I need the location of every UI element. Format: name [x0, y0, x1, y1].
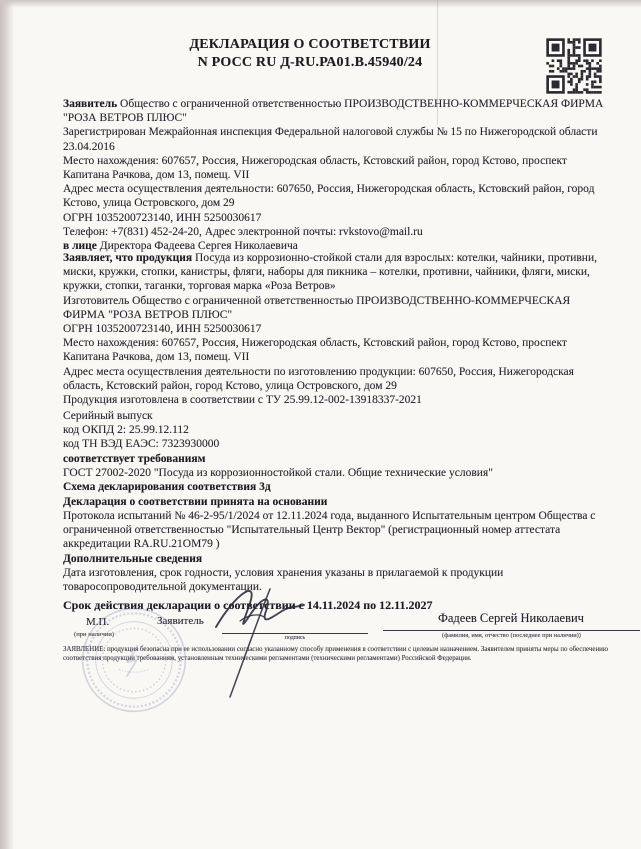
manufacturer-line: Изготовитель Общество с ограниченной ответственностью ПРОИЗВОДСТВЕННО-КОММЕРЧЕСКАЯ ФИРМА "РОЗА ВЕТРОВ ПЛЮС": [63, 294, 571, 321]
stamp-place-note: (при наличии): [74, 631, 115, 638]
scan-edge-left: [0, 0, 14, 849]
signer-name-caption: (фамилия, имя, отчество (последнее при наличии)): [442, 632, 581, 639]
compliance-label: соответствует требованиям: [63, 453, 206, 465]
document-number: N РОСС RU Д-RU.РА01.В.45940/24: [197, 55, 423, 70]
validity-period: Срок действия декларации о соответствии с 14.11.2024 по 12.11.2027: [63, 598, 433, 612]
applicant-registered: Зарегистрирован Межрайонная инспекция Федеральной налоговой службы № 15 по Нижегородской области 23.04.2016: [63, 126, 598, 153]
compliance-section: [63, 452, 615, 551]
manufacture-activity-address: Адрес места осуществления деятельности по изготовлению продукции: 607650, Россия, Нижегородская область, Кстовский район, город Кстово, улица Островского, дом 29: [63, 365, 574, 392]
signer-name: Фадеев Сергей Николаевич: [438, 611, 584, 625]
signature-applicant-label: Заявитель: [157, 615, 204, 627]
handwritten-signature: [200, 575, 340, 703]
product-declaration-line: [63, 251, 615, 294]
representative-name: Директора Фадеева Сергея Николаевича: [99, 240, 298, 253]
product-label: Заявляет, что продукция: [63, 252, 193, 264]
applicant-contacts: Телефон: +7(831) 452-24-20, Адрес электронной почты: rvkstovo@mail.ru: [63, 225, 423, 238]
additional-text: Дата изготовления, срок годности, условия хранения указаны в прилагаемой к продукции товаросопроводительной документации.: [63, 567, 504, 594]
gost-standard: ГОСТ 27002-2020 "Посуда из коррозионностойкой стали. Общие технические условия": [63, 467, 493, 480]
applicant-name: Общество с ограниченной ответственностью ПРОИЗВОДСТВЕННО-КОММЕРЧЕСКАЯ ФИРМА "РОЗА ВЕТРОВ ПЛЮС": [63, 98, 604, 125]
manufacturer-address: Место нахождения: 607657, Россия, Нижегородская область, Кстовский район, город Кстово, проспект Капитана Рачкова, дом 13, помещ. VII: [63, 337, 567, 364]
signature-line-caption: подпись: [284, 635, 306, 641]
manufacturer-ogrn-inn: ОГРН 1035200723140, ИНН 5250030617: [63, 323, 262, 336]
disclaimer-fine-print: ЗАЯВЛЕНИЕ: продукция безопасна при ее использовании согласно указанному способу применения в соответствии с целевым назначением. Заявителем приняты меры по обеспечению соответствия продукции требованиям, установленным техническими регламентами (техническими регламентами) Российской Федерации.: [63, 646, 608, 662]
serial-release: Серийный выпуск: [63, 410, 153, 422]
applicant-section: [63, 97, 615, 253]
applicant-ogrn-inn: ОГРН 1035200723140, ИНН 5250030617: [63, 211, 262, 224]
okpd-code: код ОКПД 2: 25.99.12.112: [63, 424, 189, 437]
scan-edge-top: [0, 0, 641, 8]
qr-code-icon: [545, 37, 603, 95]
additional-label: Дополнительные сведения: [63, 553, 203, 565]
applicant-address: Место нахождения: 607657, Россия, Нижегородская область, Кстовский район, город Кстово, проспект Капитана Рачкова, дом 13, помещ. VII: [63, 154, 567, 182]
declaration-scheme: Схема декларирования соответствия 3д: [63, 481, 271, 494]
product-tu-line: Продукция изготовлена в соответствии с ТУ 25.99.12-002-13918337-2021: [63, 394, 422, 407]
tnved-code: код ТН ВЭД ЕАЭС: 7323930000: [63, 438, 220, 451]
applicant-label: Заявитель: [63, 98, 118, 110]
basis-text: Протокола испытаний № 46-2-95/1/2024 от 12.11.2024 года, выданного Испытательным центром Общества с ограниченной ответственностью "Испытательный Центр Вектор" (регистрационный номер аттестата аккредитации RA.RU.21ОМ79 ): [63, 509, 596, 551]
document-title: ДЕКЛАРАЦИЯ О СООТВЕТСТВИИ: [189, 37, 431, 52]
codes-section: [63, 409, 615, 452]
signer-name-line: [383, 630, 640, 631]
stamp-place-label: М.П.: [86, 616, 110, 628]
applicant-name-line: [63, 97, 615, 125]
applicant-activity-address: Адрес места осуществления деятельности: 607650, Россия, Нижегородская область, Кстовский район, город Кстово, улица Островского, дом 29: [63, 183, 595, 210]
round-stamp-seal: [78, 604, 190, 716]
basis-label: Декларация о соответствии принята на основании: [63, 495, 328, 508]
product-section: [63, 251, 615, 407]
document-header: [40, 36, 580, 72]
represented-by-label: в лице: [63, 240, 97, 253]
product-description: Посуда из коррозионно-стойкой стали для взрослых: котелки, чайники, противни, миски, кружки, стопки, канистры, фляги, наборы для пикника – котелки, противни, чайники, фляги, миски, кружки, стопки, таганки, торговая марка «Роза Ветров»: [63, 252, 597, 293]
